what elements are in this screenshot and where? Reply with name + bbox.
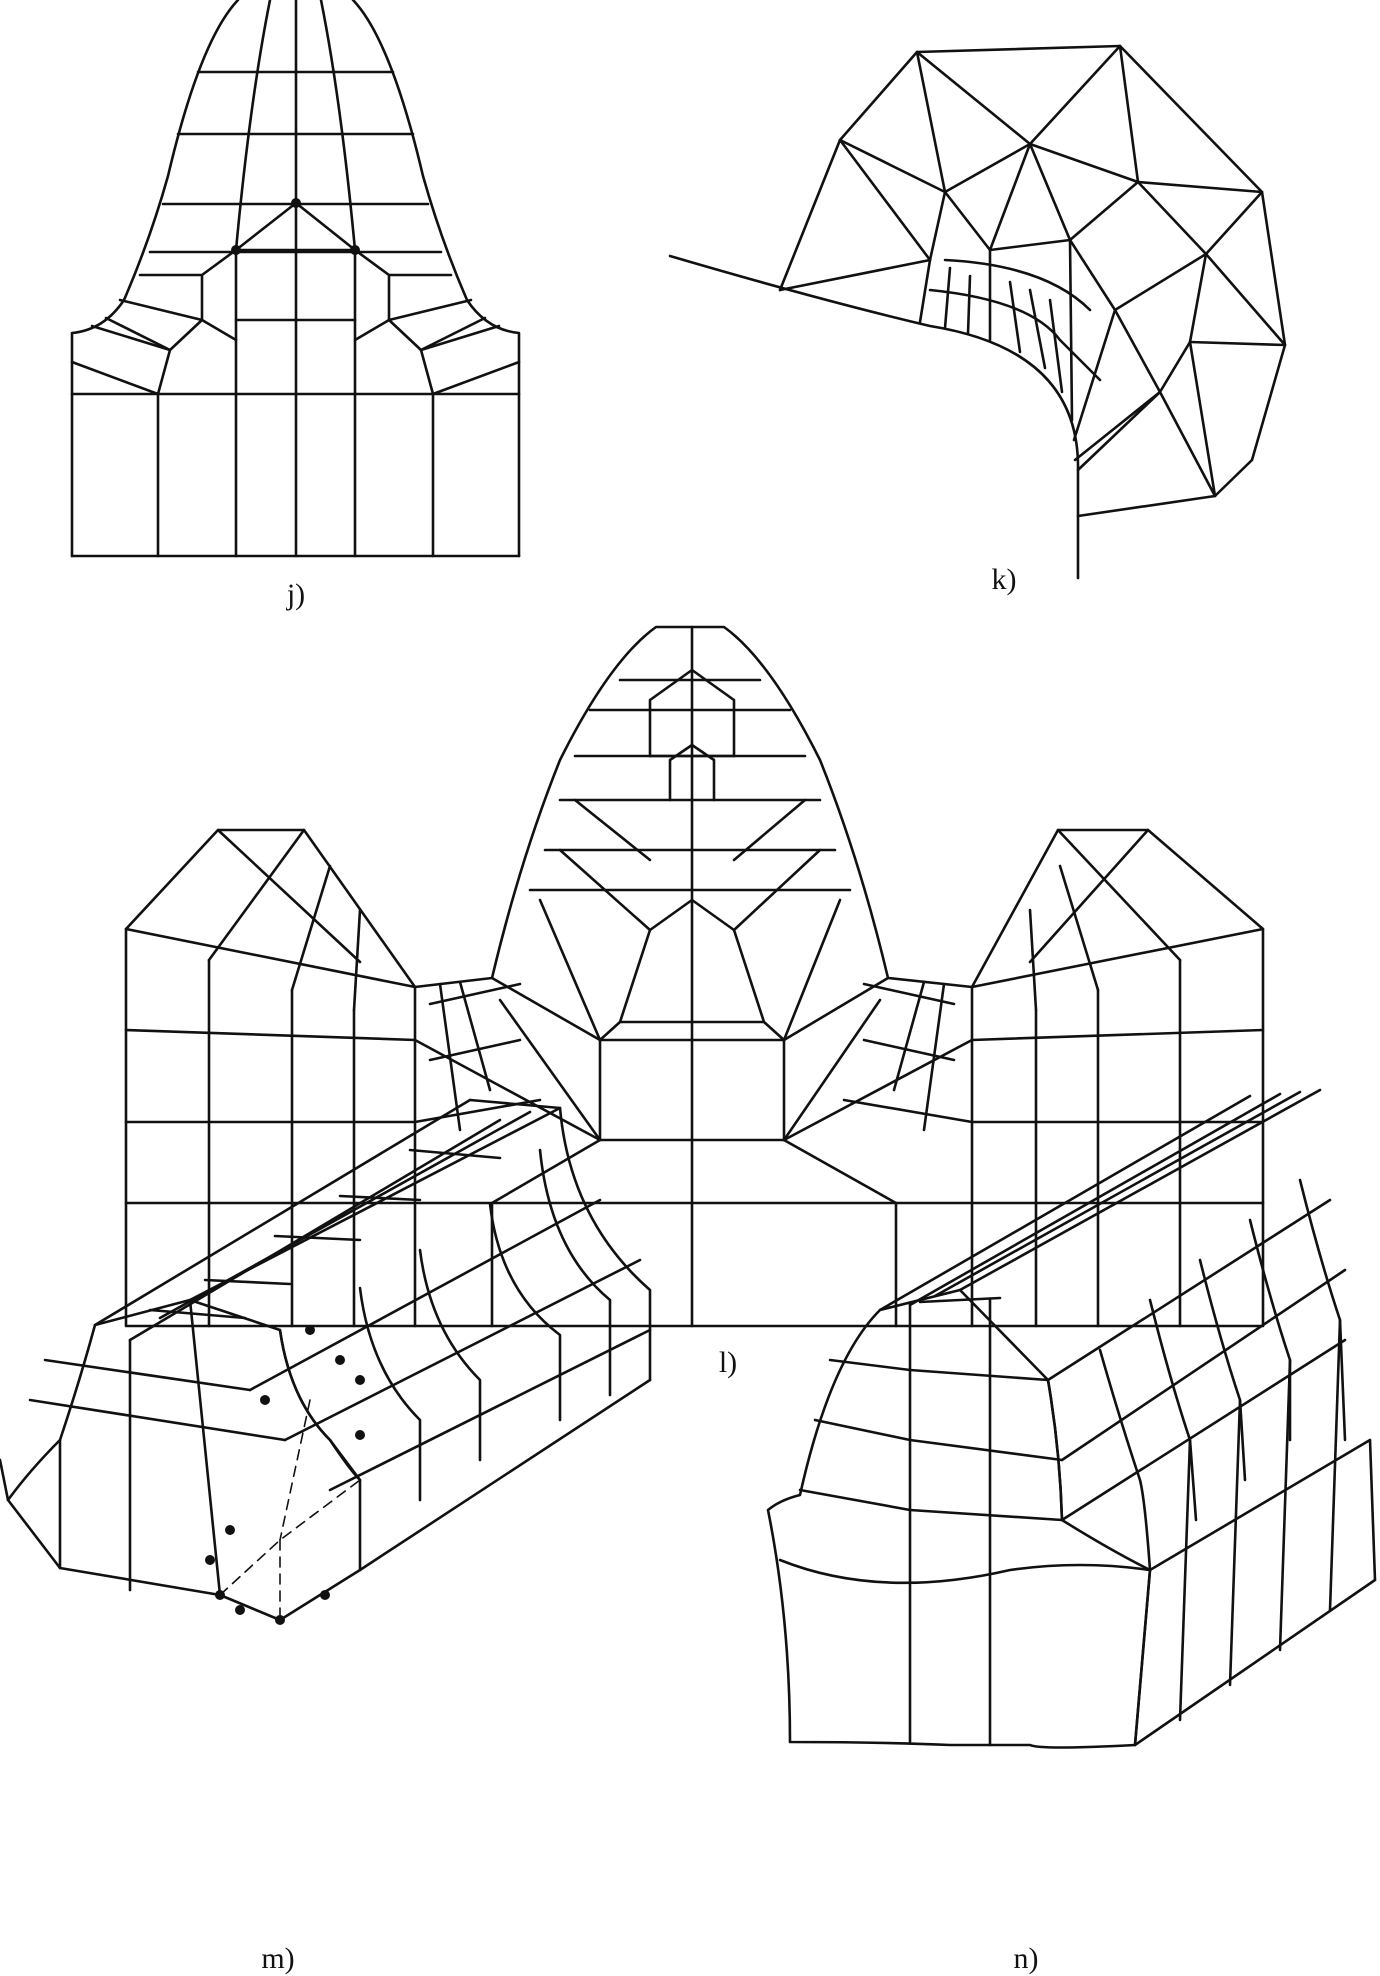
caption-m: m): [261, 1942, 295, 1975]
caption-j: j): [286, 578, 306, 611]
caption-l: l): [718, 1346, 738, 1379]
caption-k: k): [991, 563, 1017, 596]
caption-n: n): [1013, 1942, 1039, 1975]
